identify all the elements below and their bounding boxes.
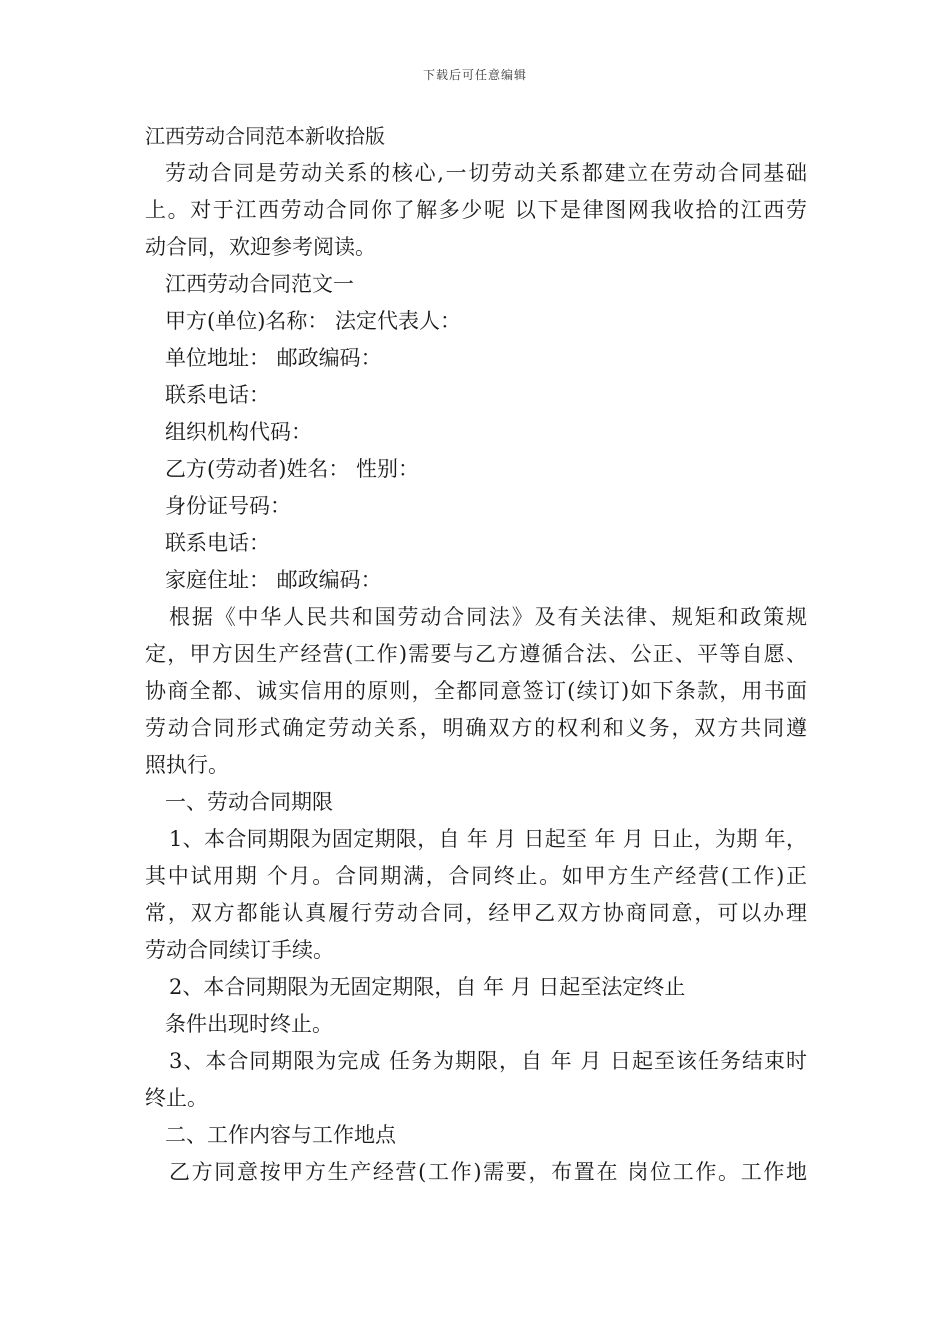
paragraph-line: 上。对于江西劳动合同你了解多少呢 以下是律图网我收拾的江西劳 [145, 198, 807, 222]
section-heading: 一、劳动合同期限 [165, 790, 333, 814]
form-field-line: 家庭住址： 邮政编码： [165, 568, 382, 592]
section-heading: 二、工作内容与工作地点 [165, 1123, 396, 1147]
document-body [145, 118, 807, 1191]
paragraph-line: 照执行。 [145, 753, 229, 777]
form-field-line: 组织机构代码： [165, 420, 312, 444]
form-field-line: 联系电话： [165, 531, 270, 555]
paragraph-line: 乙方同意按甲方生产经营(工作)需要，布置在 岗位工作。工作地 [169, 1160, 807, 1184]
paragraph-line: 2、本合同期限为无固定期限，自 年 月 日起至法定终止 [169, 975, 686, 999]
page-header-note: 下载后可任意编辑 [422, 68, 527, 82]
paragraph-line: 终止。 [145, 1086, 208, 1110]
document-title: 江西劳动合同范本新收拾版 [145, 124, 385, 148]
paragraph-line: 劳动合同形式确定劳动关系，明确双方的权利和义务，双方共同遵 [145, 716, 807, 740]
paragraph-line: 根据《中华人民共和国劳动合同法》及有关法律、规矩和政策规 [169, 605, 807, 629]
form-field-line: 甲方(单位)名称： 法定代表人： [165, 309, 462, 333]
form-field-line: 单位地址： 邮政编码： [165, 346, 382, 370]
paragraph-line: 3、本合同期限为完成 任务为期限，自 年 月 日起至该任务结束时 [169, 1049, 807, 1073]
paragraph-line: 1、本合同期限为固定期限，自 年 月 日起至 年 月 日止，为期 年， [169, 827, 807, 851]
form-field-line: 身份证号码： [165, 494, 291, 518]
section-heading: 江西劳动合同范文一 [165, 272, 354, 296]
paragraph-line: 劳动合同是劳动关系的核心,一切劳动关系都建立在劳动合同基础 [165, 161, 807, 185]
form-field-line: 乙方(劳动者)姓名： 性别： [165, 457, 420, 481]
paragraph-line: 条件出现时终止。 [165, 1012, 333, 1036]
paragraph-line: 定，甲方因生产经营(工作)需要与乙方遵循合法、公正、平等自愿、 [145, 642, 807, 666]
paragraph-line: 其中试用期 个月。合同期满，合同终止。如甲方生产经营(工作)正 [145, 864, 807, 888]
paragraph-line: 常，双方都能认真履行劳动合同，经甲乙双方协商同意，可以办理 [145, 901, 807, 925]
paragraph-line: 劳动合同续订手续。 [145, 938, 334, 962]
paragraph-line: 动合同，欢迎参考阅读。 [145, 235, 376, 259]
paragraph-line: 协商全都、诚实信用的原则，全都同意签订(续订)如下条款，用书面 [145, 679, 807, 703]
form-field-line: 联系电话： [165, 383, 270, 407]
